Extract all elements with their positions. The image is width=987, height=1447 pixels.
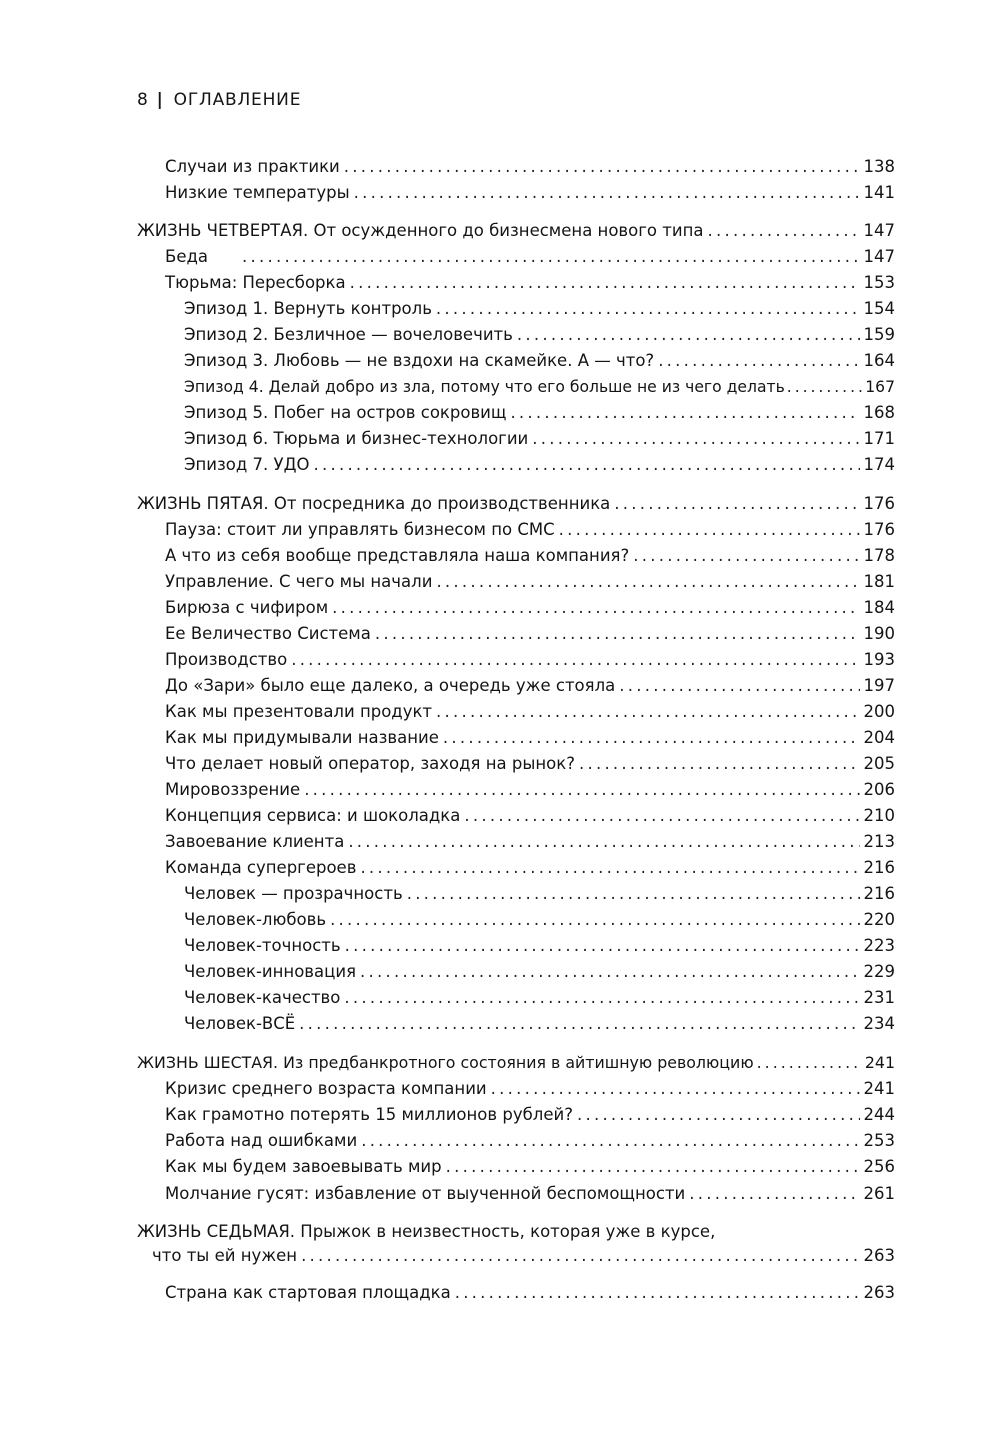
toc-entry-title: Эпизод 1. Вернуть контроль xyxy=(184,299,432,318)
leader-dots xyxy=(579,754,860,774)
toc-entry[interactable] xyxy=(165,754,895,774)
toc-entry-title: Концепция сервиса: и шоколадка xyxy=(165,806,461,825)
leader-dots xyxy=(344,988,859,1008)
toc-entry-page: 205 xyxy=(863,754,895,773)
toc-entry-page: 216 xyxy=(863,884,895,903)
leader-dots xyxy=(633,546,859,566)
toc-entry-title: Работа над ошибками xyxy=(165,1131,358,1150)
leader-dots xyxy=(304,780,859,800)
leader-dots xyxy=(757,1053,862,1073)
toc-entry-page: 197 xyxy=(863,676,895,695)
toc-entry-page: 159 xyxy=(863,325,895,344)
toc-entry[interactable] xyxy=(165,1131,895,1151)
leader-dots xyxy=(332,598,859,618)
toc-entry[interactable] xyxy=(165,650,895,670)
toc-entry[interactable] xyxy=(165,1283,895,1303)
toc-entry-title: Беда xyxy=(165,247,208,266)
toc-entry-page: 200 xyxy=(863,702,895,721)
toc-entry[interactable] xyxy=(165,572,895,592)
toc-entry-title: Человек-точность xyxy=(184,936,341,955)
toc-entry-title: Как грамотно потерять 15 миллионов рублей? xyxy=(165,1105,573,1124)
page-number: 8 xyxy=(137,90,149,110)
toc-entry[interactable] xyxy=(165,676,895,696)
toc-entry-title: Человек-ВСЁ xyxy=(184,1014,296,1033)
leader-dots xyxy=(532,429,859,449)
toc-entry-title: Эпизод 4. Делай добро из зла, потому что его больше не из чего делать xyxy=(184,378,785,396)
toc-entry-title: Эпизод 5. Побег на остров сокровищ xyxy=(184,403,507,422)
leader-dots xyxy=(360,962,859,982)
leader-dots xyxy=(517,325,860,345)
header-separator: | xyxy=(156,90,164,110)
leader-dots xyxy=(619,676,859,696)
toc-entry[interactable] xyxy=(165,598,895,618)
toc-subentry[interactable] xyxy=(184,988,895,1008)
toc-subentry[interactable] xyxy=(184,403,895,423)
toc-entry-title: Кризис среднего возраста компании xyxy=(165,1079,487,1098)
toc-entry-page: 147 xyxy=(863,221,895,240)
toc-entry-page: 263 xyxy=(863,1283,895,1302)
toc-chapter-first-line[interactable]: ЖИЗНЬ СЕДЬМАЯ. Прыжок в неизвестность, которая уже в курсе, xyxy=(137,1222,716,1241)
toc-entry-page: 178 xyxy=(863,546,895,565)
toc-entry-page: 153 xyxy=(863,273,895,292)
toc-entry-page: 174 xyxy=(863,455,895,474)
toc-entry-page: 181 xyxy=(863,572,895,591)
toc-subentry[interactable] xyxy=(184,377,895,397)
leader-dots xyxy=(299,1014,859,1034)
leader-dots xyxy=(348,832,859,852)
toc-entry-page: 253 xyxy=(863,1131,895,1150)
toc-subentry[interactable] xyxy=(184,325,895,345)
leader-dots xyxy=(443,728,860,748)
toc-entry-title: Бирюза с чифиром xyxy=(165,598,329,617)
toc-entry-title: Как мы придумывали название xyxy=(165,728,439,747)
leader-dots xyxy=(330,910,859,930)
toc-entry-title: ЖИЗНЬ ПЯТАЯ. От посредника до производственника xyxy=(137,494,611,513)
toc-entry-page: 241 xyxy=(863,1079,895,1098)
header-title: ОГЛАВЛЕНИЕ xyxy=(173,90,302,110)
toc-entry-page: 138 xyxy=(863,157,895,176)
leader-dots xyxy=(345,936,860,956)
toc-entry-title: Ее Величество Система xyxy=(165,624,371,643)
leader-dots xyxy=(361,1131,859,1151)
toc-entry-title: Человек-любовь xyxy=(184,910,327,929)
toc-entry[interactable] xyxy=(165,1157,895,1177)
toc-entry-page: 263 xyxy=(863,1246,895,1265)
toc-entry[interactable] xyxy=(165,832,895,852)
leader-dots xyxy=(407,884,860,904)
toc-entry-title: Человек-инновация xyxy=(184,962,357,981)
leader-dots xyxy=(436,299,860,319)
toc-subentry[interactable] xyxy=(184,299,895,319)
toc-entry-title: Как мы будем завоевывать мир xyxy=(165,1157,442,1176)
toc-entry-page: 216 xyxy=(863,858,895,877)
toc-entry-page: 168 xyxy=(863,403,895,422)
toc-entry-page: 256 xyxy=(863,1157,895,1176)
leader-dots xyxy=(436,702,859,722)
toc-entry-title: Человек — прозрачность xyxy=(184,884,403,903)
toc-entry-title: Эпизод 6. Тюрьма и бизнес-технологии xyxy=(184,429,529,448)
leader-dots xyxy=(360,858,859,878)
toc-entry[interactable] xyxy=(165,858,895,878)
toc-subentry[interactable] xyxy=(184,1014,895,1034)
toc-entry[interactable] xyxy=(165,806,895,826)
toc-entry-page: 193 xyxy=(863,650,895,669)
leader-dots xyxy=(313,455,859,475)
toc-entry-title: Эпизод 2. Безличное — вочеловечить xyxy=(184,325,513,344)
leader-dots xyxy=(436,572,859,592)
toc-chapter[interactable] xyxy=(137,494,895,514)
toc-entry[interactable] xyxy=(165,247,895,267)
toc-entry-page: 234 xyxy=(863,1014,895,1033)
toc-entry[interactable] xyxy=(165,546,895,566)
toc-entry-page: 244 xyxy=(863,1105,895,1124)
toc-entry-page: 261 xyxy=(863,1184,895,1203)
leader-dots xyxy=(510,403,859,423)
toc-entry[interactable] xyxy=(165,780,895,800)
toc-entry-page: 176 xyxy=(863,494,895,513)
toc-entry-page: 141 xyxy=(863,183,895,202)
toc-entry-page: 206 xyxy=(863,780,895,799)
toc-entry-title: Производство xyxy=(165,650,288,669)
toc-entry-title: Тюрьма: Пересборка xyxy=(165,273,346,292)
toc-entry[interactable] xyxy=(165,702,895,722)
leader-dots xyxy=(291,650,859,670)
toc-entry-page: 241 xyxy=(864,1053,895,1072)
toc-subentry[interactable] xyxy=(184,936,895,956)
toc-subentry[interactable] xyxy=(184,351,895,371)
toc-entry[interactable] xyxy=(165,1184,895,1204)
toc-entry[interactable] xyxy=(165,624,895,644)
leader-dots xyxy=(446,1157,860,1177)
leader-dots xyxy=(787,377,863,397)
toc-entry[interactable] xyxy=(165,1105,895,1125)
toc-entry-page: 210 xyxy=(863,806,895,825)
toc-subentry[interactable] xyxy=(184,910,895,930)
leader-dots xyxy=(375,624,860,644)
toc-entry-title: А что из себя вообще представляла наша компания? xyxy=(165,546,630,565)
toc-entry[interactable] xyxy=(165,273,895,293)
toc-entry-title: Управление. С чего мы начали xyxy=(165,572,433,591)
toc-subentry[interactable] xyxy=(184,455,895,475)
toc-entry-page: 204 xyxy=(863,728,895,747)
toc-entry-page: 223 xyxy=(863,936,895,955)
toc-entry-title: Низкие температуры xyxy=(165,183,350,202)
toc-entry-title: Мировоззрение xyxy=(165,780,301,799)
toc-entry-title: Страна как стартовая площадка xyxy=(165,1283,451,1302)
toc-entry-title: ЖИЗНЬ ШЕСТАЯ. Из предбанкротного состояния в айтишную революцию xyxy=(137,1053,754,1072)
toc-entry-page: 154 xyxy=(863,299,895,318)
toc-entry-title: что ты ей нужен xyxy=(152,1246,298,1265)
toc-entry-title: Команда супергероев xyxy=(165,858,357,877)
toc-entry-title: ЖИЗНЬ ЧЕТВЕРТАЯ. От осужденного до бизнесмена нового типа xyxy=(137,221,704,240)
toc-entry-page: 167 xyxy=(865,378,895,396)
toc-subentry[interactable] xyxy=(184,884,895,904)
toc-entry-title: Пауза: стоит ли управлять бизнесом по СМС xyxy=(165,520,555,539)
toc-entry-title: Человек-качество xyxy=(184,988,341,1007)
toc-entry[interactable] xyxy=(165,183,895,203)
toc-chapter[interactable] xyxy=(137,1053,895,1073)
toc-entry-title: Молчание гусят: избавление от выученной беспомощности xyxy=(165,1184,686,1203)
toc-subentry[interactable] xyxy=(184,429,895,449)
leader-dots xyxy=(559,520,860,540)
leader-dots xyxy=(614,494,859,514)
toc-entry-page: 176 xyxy=(863,520,895,539)
leader-dots xyxy=(301,1246,859,1266)
toc-entry[interactable] xyxy=(165,157,895,177)
leader-dots xyxy=(491,1079,860,1099)
leader-dots xyxy=(708,221,860,241)
toc-entry-page: 171 xyxy=(863,429,895,448)
leader-dots xyxy=(455,1283,860,1303)
toc-entry-page: 229 xyxy=(863,962,895,981)
toc-entry-title: Завоевание клиента xyxy=(165,832,345,851)
toc-entry-page: 184 xyxy=(863,598,895,617)
leader-dots xyxy=(242,247,860,267)
leader-dots xyxy=(354,183,860,203)
toc-entry-page: 147 xyxy=(863,247,895,266)
toc-entry-title: Как мы презентовали продукт xyxy=(165,702,433,721)
leader-dots xyxy=(350,273,860,293)
toc-entry-page: 164 xyxy=(863,351,895,370)
toc-entry-title: Эпизод 3. Любовь — не вздохи на скамейке. А — что? xyxy=(184,351,655,370)
toc-entry[interactable] xyxy=(165,520,895,540)
leader-dots xyxy=(577,1105,860,1125)
toc-entry[interactable] xyxy=(165,1079,895,1099)
toc-chapter[interactable] xyxy=(137,221,895,241)
toc-chapter-continuation[interactable] xyxy=(152,1246,895,1266)
toc-entry-page: 231 xyxy=(863,988,895,1007)
leader-dots xyxy=(689,1184,859,1204)
toc-entry-title: Что делает новый оператор, заходя на рынок? xyxy=(165,754,575,773)
toc-entry-page: 220 xyxy=(863,910,895,929)
toc-entry-page: 213 xyxy=(863,832,895,851)
toc-entry-title: Случаи из практики xyxy=(165,157,340,176)
toc-entry[interactable] xyxy=(165,728,895,748)
leader-dots xyxy=(464,806,859,826)
toc-entry-page: 190 xyxy=(863,624,895,643)
leader-dots xyxy=(344,157,860,177)
toc-entry-title: До «Зари» было еще далеко, а очередь уже стояла xyxy=(165,676,616,695)
toc-subentry[interactable] xyxy=(184,962,895,982)
toc-entry-title: Эпизод 7. УДО xyxy=(184,455,310,474)
leader-dots xyxy=(658,351,859,371)
